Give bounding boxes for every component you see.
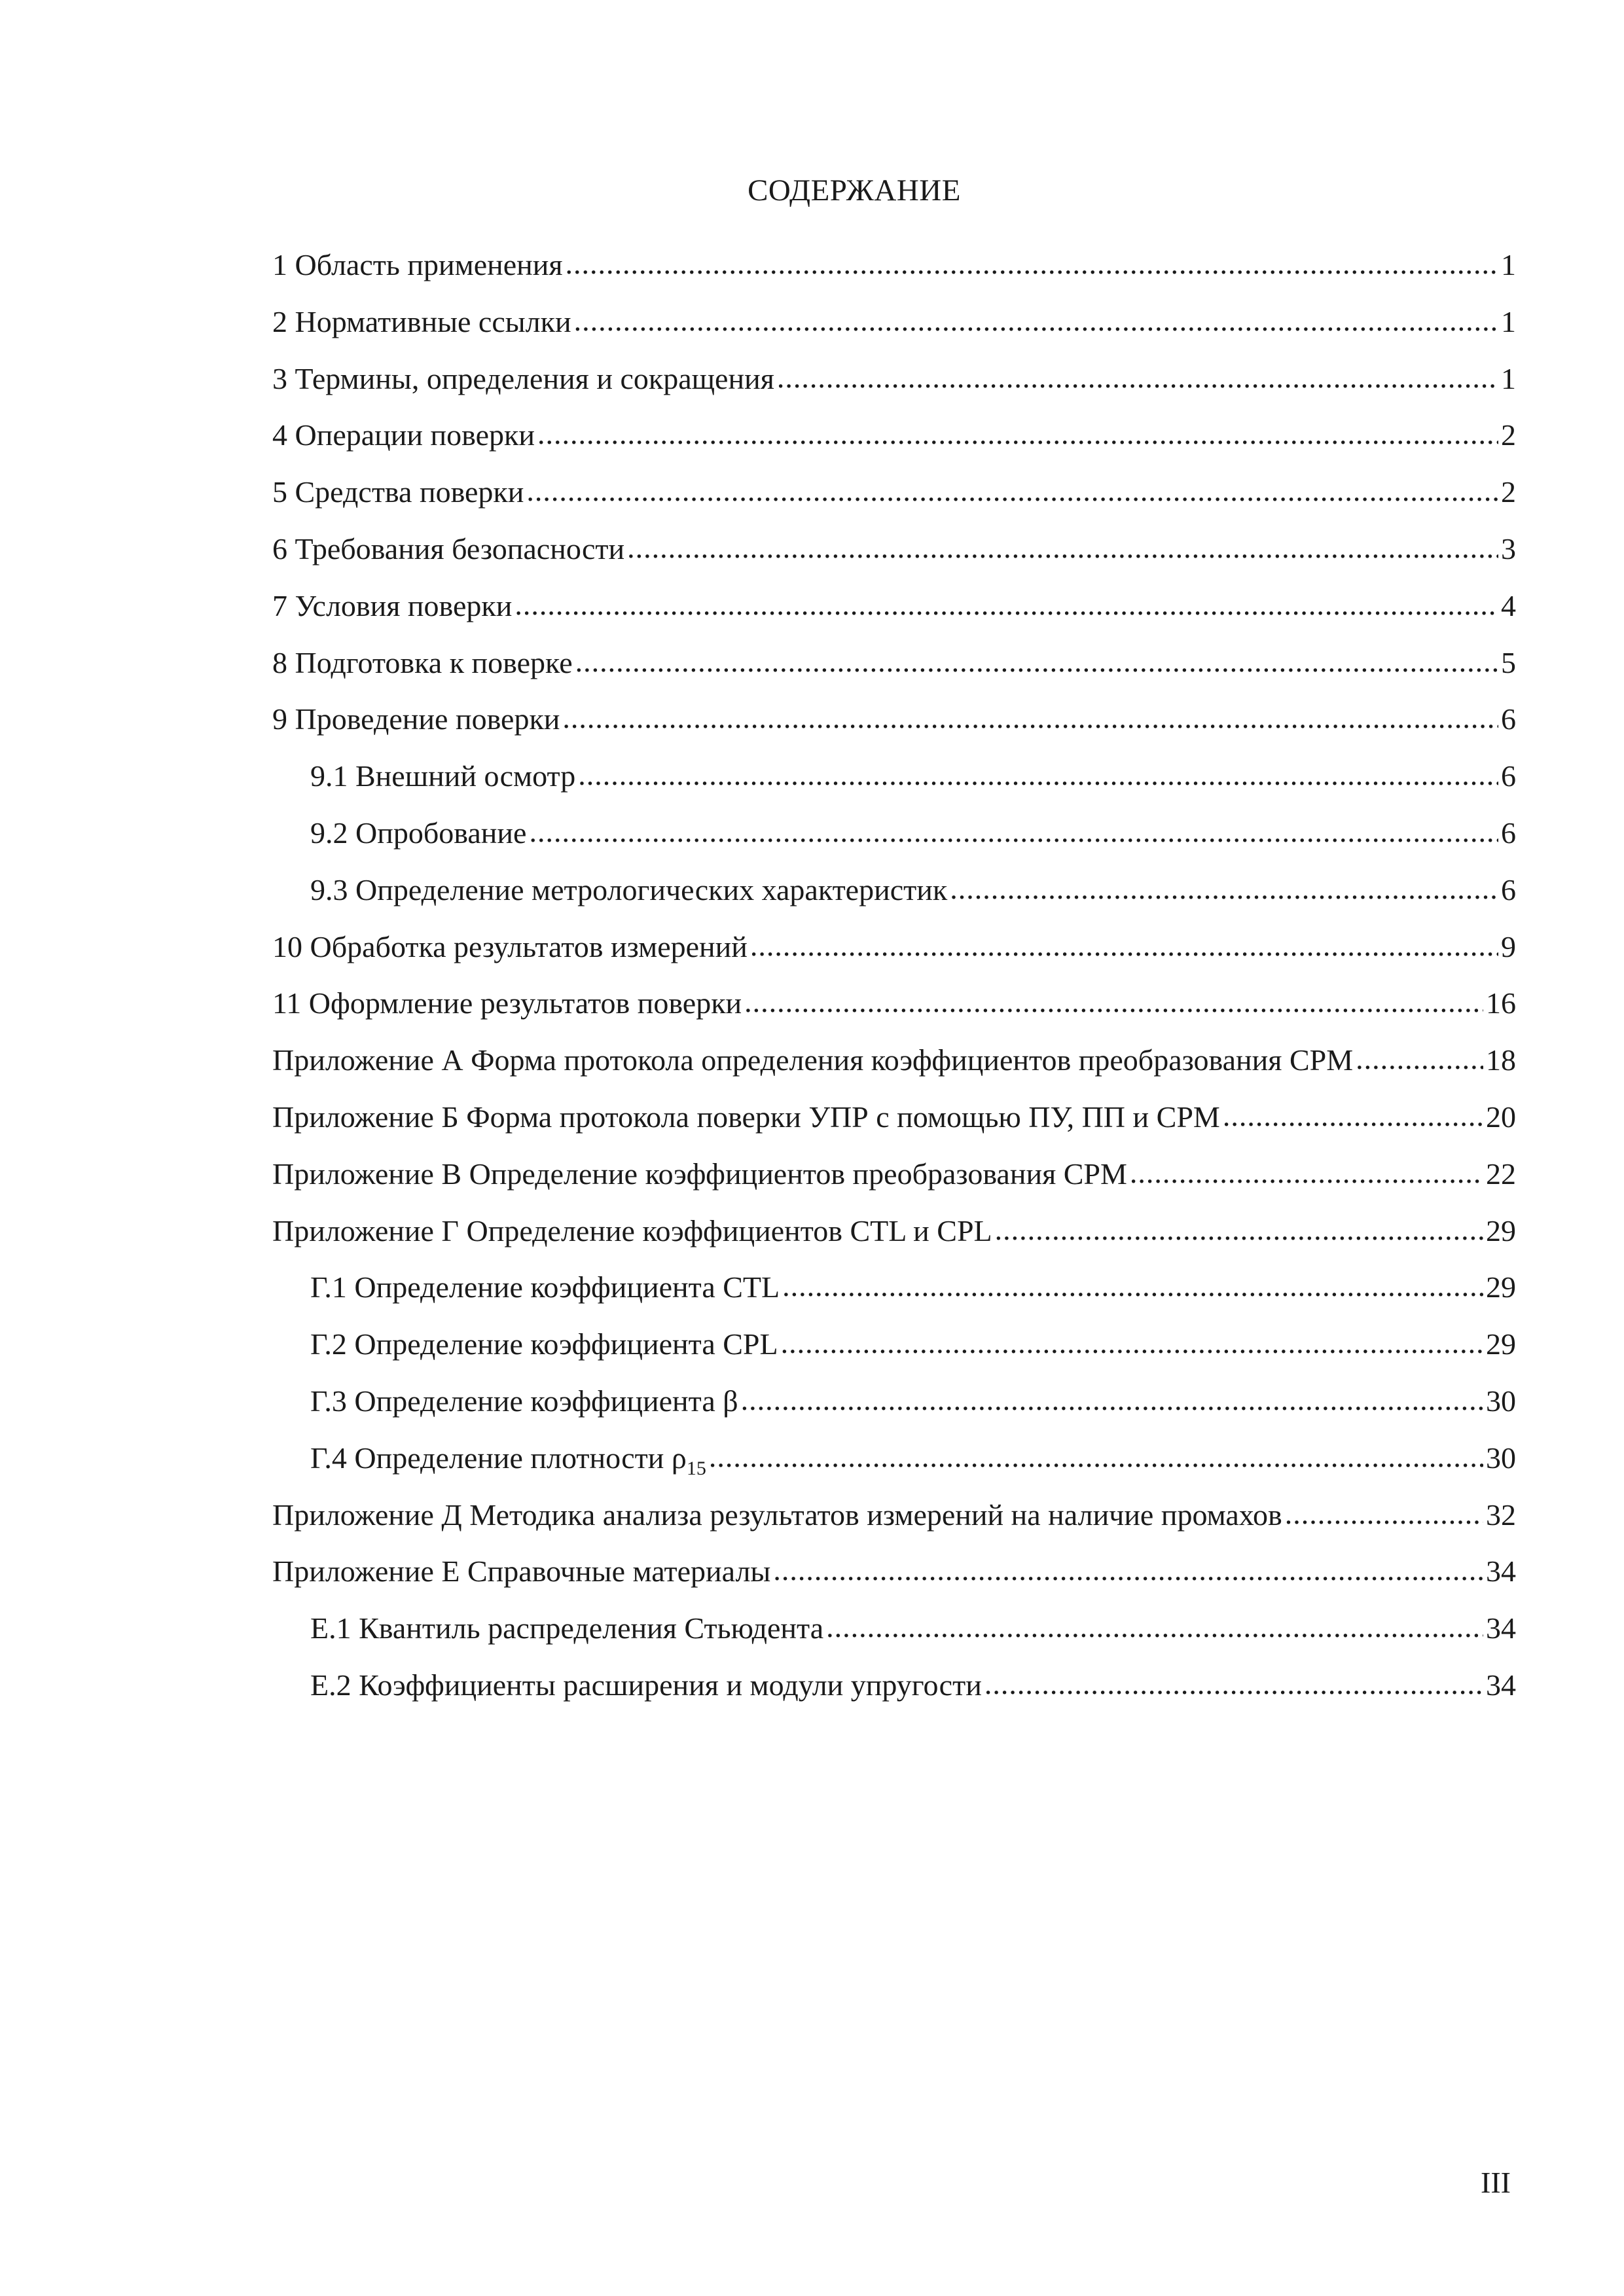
toc-entry-page: 29 — [1486, 1213, 1516, 1247]
toc-entry[interactable] — [272, 641, 1516, 698]
density-subscript: 15 — [686, 1457, 706, 1479]
toc-leader-dots — [781, 1321, 1483, 1365]
toc-entry-label: Г.1 Определение коэффициента CTL — [310, 1270, 780, 1304]
toc-leader-dots — [575, 640, 1498, 683]
toc-entry-label: 5 Средства поверки — [272, 475, 524, 509]
toc-leader-dots — [574, 299, 1498, 342]
toc-entry-label: 8 Подготовка к поверке — [272, 645, 573, 679]
toc-entry-page: 6 — [1501, 702, 1516, 736]
toc-entry-label: Приложение А Форма протокола определения коэффициентов преобразования СРМ — [272, 1043, 1354, 1077]
toc-subentry[interactable] — [272, 755, 1516, 812]
toc-entry[interactable] — [272, 925, 1516, 982]
toc-entry-page: 6 — [1501, 816, 1516, 850]
toc-entry[interactable] — [272, 357, 1516, 414]
toc-entry-label: 7 Условия поверки — [272, 588, 513, 622]
toc-entry-page: 4 — [1501, 588, 1516, 622]
toc-leader-dots — [777, 356, 1498, 399]
toc-leader-dots — [1285, 1492, 1483, 1535]
toc-leader-dots — [537, 412, 1498, 456]
toc-entry[interactable] — [272, 243, 1516, 300]
toc-leader-dots — [1130, 1151, 1483, 1194]
toc-entry-label: 2 Нормативные ссылки — [272, 304, 571, 338]
toc-leader-dots — [950, 867, 1498, 910]
toc-leader-dots — [526, 469, 1498, 512]
toc-entry-label: 9.3 Определение метрологических характеристик — [310, 872, 948, 906]
toc-entry-page: 6 — [1501, 759, 1516, 793]
toc-entry[interactable] — [272, 1494, 1516, 1551]
toc-entry-label: Приложение Е Справочные материалы — [272, 1554, 771, 1588]
toc-entry[interactable] — [272, 471, 1516, 528]
toc-leader-dots — [578, 753, 1498, 797]
toc-entry-page: 34 — [1486, 1554, 1516, 1588]
toc-leader-dots — [627, 526, 1498, 569]
toc-leader-dots — [709, 1435, 1483, 1479]
toc-entry[interactable] — [272, 982, 1516, 1039]
toc-entry-page: 1 — [1501, 304, 1516, 338]
toc-entry[interactable] — [272, 414, 1516, 471]
toc-entry-label: 3 Термины, определения и сокращения — [272, 361, 774, 395]
toc-subentry[interactable] — [272, 1437, 1516, 1494]
toc-leader-dots — [773, 1549, 1483, 1592]
toc-subentry[interactable] — [272, 1323, 1516, 1380]
toc-leader-dots — [741, 1378, 1483, 1422]
toc-subentry[interactable] — [272, 1380, 1516, 1437]
toc-entry-label: 9.2 Опробование — [310, 816, 527, 850]
toc-leader-dots — [826, 1605, 1483, 1649]
toc-entry[interactable] — [272, 1550, 1516, 1607]
toc-entry-label: Е.2 Коэффициенты расширения и модули упругости — [310, 1668, 982, 1702]
toc-entry-label: 6 Требования безопасности — [272, 531, 625, 565]
toc-entry-label: 1 Область применения — [272, 248, 563, 281]
toc-entry-page: 34 — [1486, 1611, 1516, 1645]
toc-entry[interactable] — [272, 1039, 1516, 1096]
toc-entry-label: Е.1 Квантиль распределения Стьюдента — [310, 1611, 824, 1645]
toc-leader-dots — [514, 583, 1498, 626]
toc-entry-label: Г.2 Определение коэффициента CPL — [310, 1327, 778, 1361]
toc-entry-label: Приложение Б Форма протокола поверки УПР с помощью ПУ, ПП и СРМ — [272, 1100, 1220, 1134]
toc-entry-page: 32 — [1486, 1498, 1516, 1532]
toc-title: СОДЕРЖАНИЕ — [748, 173, 961, 207]
page-number: III — [1481, 2166, 1511, 2199]
toc-entry-label: 4 Операции поверки — [272, 418, 535, 452]
toc-entry-label: 9 Проведение поверки — [272, 702, 560, 736]
toc-leader-dots — [995, 1208, 1483, 1251]
toc-leader-dots — [1356, 1037, 1483, 1081]
toc-entry-page: 2 — [1501, 475, 1516, 509]
toc-entry-page: 29 — [1486, 1327, 1516, 1361]
table-of-contents — [272, 243, 1516, 1721]
toc-entry[interactable] — [272, 528, 1516, 584]
toc-entry[interactable] — [272, 1096, 1516, 1153]
toc-entry-page: 16 — [1486, 986, 1516, 1020]
toc-entry-label: Приложение Г Определение коэффициентов CTL и CPL — [272, 1213, 992, 1247]
toc-entry-label: Приложение В Определение коэффициентов преобразования СРМ — [272, 1157, 1127, 1191]
toc-entry-label: Г.3 Определение коэффициента β — [310, 1384, 738, 1418]
toc-entry-page: 29 — [1486, 1270, 1516, 1304]
toc-leader-dots — [566, 242, 1498, 285]
toc-entry[interactable] — [272, 584, 1516, 641]
toc-leader-dots — [529, 810, 1498, 853]
toc-leader-dots — [744, 980, 1483, 1024]
toc-entry-page: 30 — [1486, 1384, 1516, 1418]
toc-entry-label: 10 Обработка результатов измерений — [272, 929, 748, 963]
toc-entry-label: Приложение Д Методика анализа результатов измерений на наличие промахов — [272, 1498, 1282, 1532]
toc-entry-page: 20 — [1486, 1100, 1516, 1134]
toc-subentry[interactable] — [272, 1664, 1516, 1721]
toc-leader-dots — [782, 1265, 1483, 1308]
toc-subentry[interactable] — [272, 1607, 1516, 1664]
toc-entry[interactable] — [272, 1153, 1516, 1210]
toc-entry-page: 18 — [1486, 1043, 1516, 1077]
toc-entry-page: 30 — [1486, 1441, 1516, 1475]
toc-entry[interactable] — [272, 1210, 1516, 1266]
toc-leader-dots — [1223, 1094, 1483, 1138]
toc-entry-page: 9 — [1501, 929, 1516, 963]
toc-subentry[interactable] — [272, 869, 1516, 925]
toc-entry-page: 3 — [1501, 531, 1516, 565]
toc-entry-page: 2 — [1501, 418, 1516, 452]
toc-entry-label: 11 Оформление результатов поверки — [272, 986, 742, 1020]
toc-entry-page: 6 — [1501, 872, 1516, 906]
toc-entry-page: 22 — [1486, 1157, 1516, 1191]
toc-subentry[interactable] — [272, 1266, 1516, 1323]
toc-entry-label — [310, 1437, 706, 1484]
toc-entry-page: 1 — [1501, 361, 1516, 395]
toc-leader-dots — [562, 696, 1498, 740]
toc-entry-label-text: Г.4 Определение плотности ρ — [310, 1441, 687, 1475]
toc-entry-page: 34 — [1486, 1668, 1516, 1702]
toc-leader-dots — [984, 1662, 1483, 1706]
toc-entry-label: 9.1 Внешний осмотр — [310, 759, 576, 793]
toc-entry-page: 5 — [1501, 645, 1516, 679]
toc-entry-page: 1 — [1501, 248, 1516, 281]
toc-leader-dots — [750, 924, 1498, 967]
toc-entry[interactable] — [272, 300, 1516, 357]
toc-subentry[interactable] — [272, 812, 1516, 869]
toc-entry[interactable] — [272, 698, 1516, 755]
